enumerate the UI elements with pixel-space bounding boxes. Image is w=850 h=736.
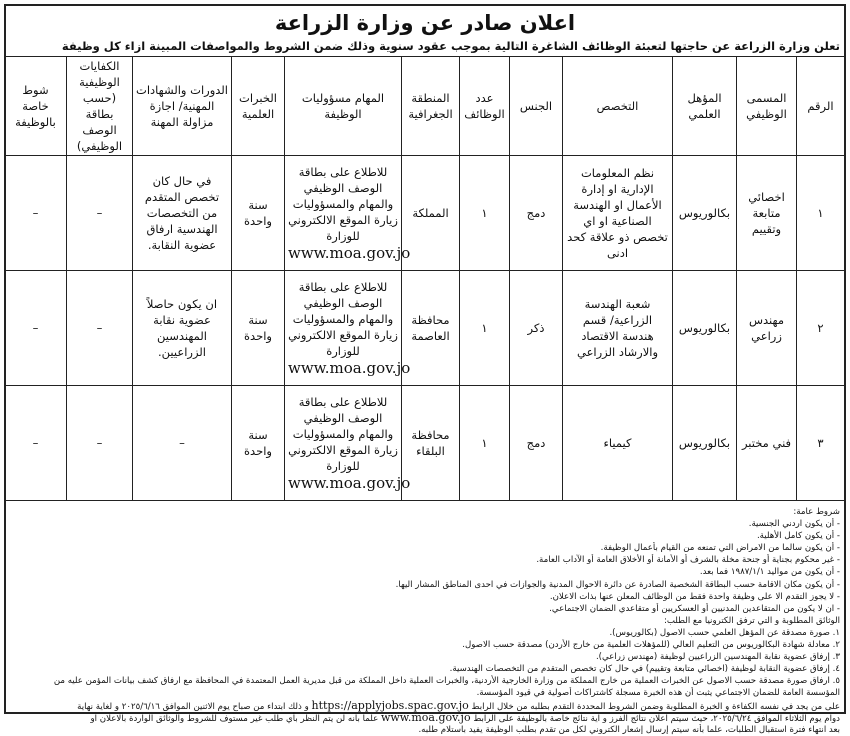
table-row — [5, 386, 845, 501]
cell-tasks — [285, 386, 411, 501]
condition-line: - ان لا يكون من المتقاعدين المدنيين أو العسكريين أو متقاعدي الضمان الاجتماعي. — [549, 603, 840, 614]
column-header: شوط خاصة بالوظيفة — [5, 57, 67, 156]
column-header: المنطقة الجغرافية — [402, 57, 460, 156]
cell-spec: كيمياء — [563, 386, 673, 501]
cell-gender: ذكر — [510, 271, 563, 386]
cell-exp: سنة واحدة — [232, 386, 285, 501]
condition-line: ١. صورة مصدقة عن المؤهل العلمي حسب الاصول (بكالوريوس). — [609, 627, 840, 638]
closing-line: علما بانه لن يتم النظر بأي طلب غير مستوف للشروط والوثائق الواردة بالاعلان او — [90, 713, 379, 724]
table-header — [5, 57, 845, 156]
cell-num: ٣ — [797, 386, 845, 501]
announcement — [4, 4, 846, 735]
cell-tasks — [285, 271, 411, 386]
cell-courses: في حال كان تخصص المتقدم من التخصصات الهندسية ارفاق عضوية النقابة. — [133, 156, 232, 271]
closing-line: على من يجد في نفسه الكفاءة و الخبرة المطلوبة وضمن الشروط المحددة التقدم بطلبه من خلال الرابط — [471, 701, 840, 712]
cell-qual: بكالوريوس — [673, 386, 737, 501]
tasks-text: للاطلاع على بطاقة الوصف الوظيفي والمهام والمسؤوليات زيارة الموقع الالكتروني للوزارة — [288, 395, 398, 473]
cell-spec: شعبة الهندسة الزراعية/ قسم هندسة الاقتصاد والارشاد الزراعي — [563, 271, 673, 386]
jobs-table — [4, 56, 845, 501]
cell-comp: – — [67, 156, 133, 271]
cell-region: محافظة العاصمة — [402, 271, 460, 386]
condition-line: - أن يكون من مواليد ١٩٨٧/١/١ فما بعد. — [699, 567, 840, 578]
condition-line: شروط عامة: — [793, 507, 840, 517]
closing-line: دوام يوم الثلاثاء الموافق ٢٠٢٥/٦/٢٤، حيث سيتم اعلان نتائج الفرز و اية نتائج خاصة بالوظيفة على الرابط — [473, 713, 840, 724]
announcement-title: اعلان صادر عن وزارة الزراعة — [274, 11, 576, 35]
table-row — [5, 156, 845, 271]
column-header: المهام مسؤوليات الوظيفة — [285, 57, 402, 156]
cell-spec: نظم المعلومات الإدارية او إدارة الأعمال او الهندسة الصناعية او اي تخصص ذو علاقة كحد ادنى — [563, 156, 673, 271]
cell-title: مهندس زراعي — [737, 271, 797, 386]
cell-count: ١ — [460, 271, 510, 386]
cell-tasks — [285, 156, 411, 271]
condition-line: ٤. إرفاق عضوية النقابة لوظيفة (اخصائي متابعة وتقييم) في حال كان تخصص المتقدم من التخصصات الهندسية. — [449, 664, 840, 675]
condition-line: ٢. معادلة شهادة البكالوريوس من التعليم العالي (للمؤهلات العلمية من خارج الأردن) مصدقة حسب الاصول. — [462, 640, 840, 651]
closing-line: بعد انتهاء فترة استقبال الطلبات، علما بأنه سيتم إرسال إشعار الكتروني لكل من تقدم بطلب الوظيفة يفيد باستلام طلبه. — [418, 724, 840, 735]
column-header: الرقم — [797, 57, 845, 156]
column-header: الدورات والشهادات المهنية/ اجازة مزاولة المهنة — [133, 57, 232, 156]
cell-title: اخصائي متابعة وتقييم — [737, 156, 797, 271]
cell-gender: دمج — [510, 156, 563, 271]
cell-special: – — [5, 386, 67, 501]
condition-line: ٥. ارفاق صورة مصدقة حسب الاصول عن الخبرات العملية من خارج المملكة من وزارة الخارجية الأردنية، والخبرات العملية داخل المملكة من قبل مديرية العمل المعتمدة في المحافظة مع ارفاق كشف بيانات المؤمن عليه من — [53, 676, 840, 687]
condition-line: - أن يكون مكان الاقامة حسب البطاقة الشخصية الصادرة عن دائرة الاحوال المدنية والجوازات في احدى المناطق المشار اليها. — [395, 579, 840, 590]
ministry-website-link[interactable]: www.moa.gov.jo — [288, 359, 411, 377]
closing-line: و ذلك ابتداء من صباح يوم الاثنين الموافق ٢٠٢٥/٦/١٦ و لغاية نهاية — [77, 701, 309, 712]
cell-exp: سنة واحدة — [232, 271, 285, 386]
table-row — [5, 271, 845, 386]
general-conditions — [6, 501, 844, 700]
column-header: الخبرات العلمية — [232, 57, 285, 156]
tasks-text: للاطلاع على بطاقة الوصف الوظيفي والمهام والمسؤوليات زيارة الموقع الالكتروني للوزارة — [288, 165, 398, 243]
cell-count: ١ — [460, 386, 510, 501]
condition-line: المؤسسة العامة للضمان الاجتماعي يثبت أن هذه الخبرة مسجلة كاشتراكات أصولية في قيود المؤسسة. — [476, 688, 840, 699]
cell-special: – — [5, 156, 67, 271]
cell-qual: بكالوريوس — [673, 156, 737, 271]
column-header: عدد الوظائف — [460, 57, 510, 156]
cell-count: ١ — [460, 156, 510, 271]
cell-region: محافظة البلقاء — [402, 386, 460, 501]
condition-line: - أن يكون كامل الأهلية. — [756, 531, 840, 542]
condition-line: - أن يكون اردني الجنسية. — [748, 519, 840, 530]
cell-region: المملكة — [402, 156, 460, 271]
cell-num: ٢ — [797, 271, 845, 386]
moa-link[interactable]: www.moa.gov.jo — [380, 711, 471, 724]
cell-comp: – — [67, 386, 133, 501]
condition-line: الوثائق المطلوبة و التي ترفق الكترونيا مع الطلب: — [663, 615, 840, 626]
announcement-subtitle: تعلن وزارة الزراعة عن حاجتها لتعبئة الوظائف الشاغرة التالية بموجب عقود سنوية وذلك ضمن الشروط والمواصفات المبينة ازاء كل وظيفة — [61, 39, 840, 53]
cell-title: فني مختبر — [737, 386, 797, 501]
cell-comp: – — [67, 271, 133, 386]
cell-special: – — [5, 271, 67, 386]
cell-qual: بكالوريوس — [673, 271, 737, 386]
condition-line: - غير محكوم بجناية أو جنحة مخلة بالشرف أو الأمانة أو الأخلاق العامة أو الآداب العامة. — [536, 555, 840, 566]
cell-exp: سنة واحدة — [232, 156, 285, 271]
cell-gender: دمج — [510, 386, 563, 501]
condition-line: - أن يكون سالما من الامراض التي تمنعه من القيام بأعمال الوظيفة. — [600, 543, 840, 554]
apply-link[interactable]: https://applyjobs.spac.gov.jo — [311, 699, 469, 712]
cell-num: ١ — [797, 156, 845, 271]
condition-line: - لا يجوز التقدم الا على وظيفة واحدة فقط من الوظائف المعلن عنها بذات الاعلان. — [549, 591, 840, 602]
ministry-website-link[interactable]: www.moa.gov.jo — [288, 474, 411, 492]
column-header: الكفايات الوظيفية (حسب بطاقة الوصف الوظيفي) — [67, 57, 133, 156]
column-header: التخصص — [563, 57, 673, 156]
condition-line: ٣. إرفاق عضوية نقابة المهندسين الزراعيين لوظيفة (مهندس زراعي). — [595, 652, 840, 663]
column-header: المسمى الوظيفي — [737, 57, 797, 156]
ministry-website-link[interactable]: www.moa.gov.jo — [288, 244, 411, 262]
cell-courses: – — [133, 386, 232, 501]
tasks-text: للاطلاع على بطاقة الوصف الوظيفي والمهام والمسؤوليات زيارة الموقع الالكتروني للوزارة — [288, 280, 398, 358]
column-header: الجنس — [510, 57, 563, 156]
cell-courses: ان يكون حاصلاً عضوية نقابة المهندسين الزراعيين. — [133, 271, 232, 386]
column-header: المؤهل العلمي — [673, 57, 737, 156]
closing-text — [6, 700, 844, 736]
